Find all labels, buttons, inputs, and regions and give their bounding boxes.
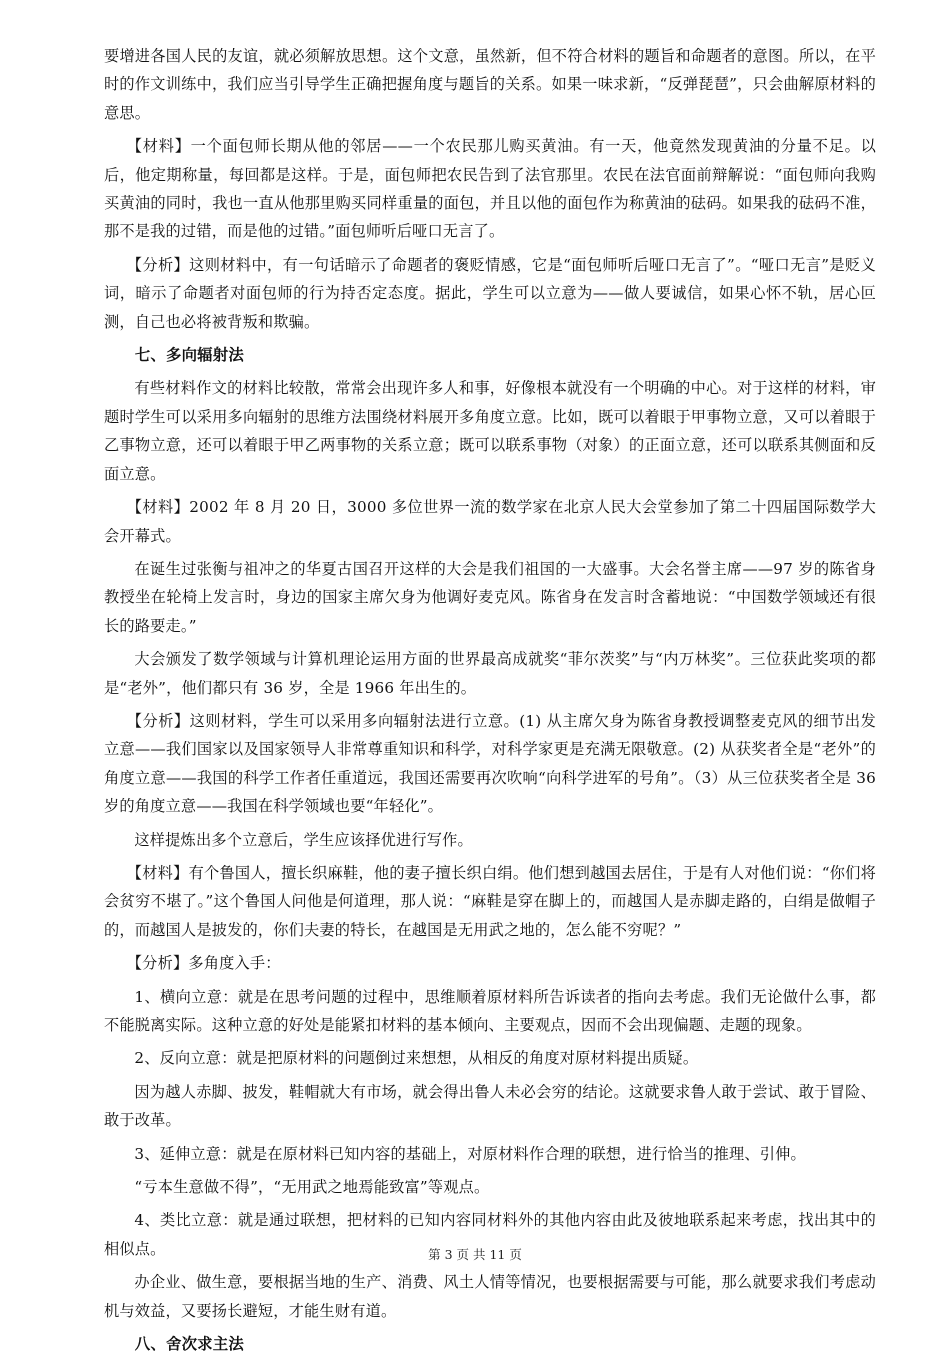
section-heading-8: 八、舍次求主法 [134, 1335, 244, 1354]
material-tag: 【材料】 [126, 498, 190, 517]
paragraph-angle-1: 1、横向立意：就是在思考问题的过程中，思维顺着原材料所告诉读者的指向去考虑。我们无论做什么事，都不能脱离实际。这种立意的好处是能紧扣材料的基本倾向、主要观点，因而不会出现偏题、走题的现象。 [104, 987, 876, 1034]
paragraph-material-baker: 【材料】一个面包师长期从他的邻居——一个农民那儿购买黄油。有一天，他竟然发现黄油的分量不足。以后，他定期称量，每回都是这样。于是，面包师把农民告到了法官那里。农民在法官面前辩解说：“面包师向我购买黄油的同时，我也一直从他那里购买同样重量的面包，并且以他的面包作为称黄油的砝码。如果我的砝码不准，那不是我的过错，而是他的过错。”面包师听后哑口无言了。 [104, 137, 876, 241]
paragraph-math-detail-2: 大会颁发了数学领域与计算机理论运用方面的世界最高成就奖“菲尔茨奖”与“内万林奖”。三位获此奖项的都是“老外”，他们都只有 36 岁，全是 1966 年出生的。 [104, 650, 876, 697]
paragraph-angle-2-detail: 因为越人赤脚、披发，鞋帽就大有市场，就会得出鲁人未必会穷的结论。这就要求鲁人敢于尝试、敢于冒险、敢于改革。 [104, 1082, 876, 1130]
page-number-label: 第 3 页 共 11 页 [428, 1247, 522, 1262]
paragraph-angle-3: 3、延伸立意：就是在原材料已知内容的基础上，对原材料作合理的联想，进行恰当的推理、引伸。 [134, 1144, 806, 1163]
document-body [104, 42, 876, 1363]
material-tag: 【材料】 [126, 137, 191, 156]
paragraph-math-detail-1: 在诞生过张衡与祖冲之的华夏古国召开这样的大会是我们祖国的一大盛事。大会名誉主席——97 岁的陈省身教授坐在轮椅上发言时，身边的国家主席欠身为他调好麦克风。陈省身在发言时含蓄地说：“中国数学领域还有很长的路要走。” [104, 559, 876, 635]
paragraph-analysis-baker: 【分析】这则材料中，有一句话暗示了命题者的褒贬情感，它是“面包师听后哑口无言了”。“哑口无言”是贬义词，暗示了命题者对面包师的行为持否定态度。据此，学生可以立意为——做人要诚信，如果心怀不轨，居心叵测，自己也必将被背叛和欺骗。 [104, 255, 876, 331]
paragraph-material-lu: 【材料】有个鲁国人，擅长织麻鞋，他的妻子擅长织白绢。他们想到越国去居住，于是有人对他们说：“你们将会贫穷不堪了。”这个鲁国人问他是何道理，那人说：“麻鞋是穿在脚上的，而越国人是赤脚走路的，白绢是做帽子的，而越国人是披发的，你们夫妻的特长，在越国是无用武之地的，怎么能不穷呢？” [104, 863, 876, 939]
paragraph-continuation: 要增进各国人民的友谊，就必须解放思想。这个文意，虽然新，但不符合材料的题旨和命题者的意图。所以，在平时的作文训练中，我们应当引导学生正确把握角度与题旨的关系。如果一味求新，“反弹琵琶”，只会曲解原材料的意思。 [104, 47, 876, 122]
paragraph-angle-3-detail: “亏本生意做不得”，“无用武之地焉能致富”等观点。 [134, 1178, 490, 1197]
analysis-tag: 【分析】 [126, 255, 190, 274]
material-tag: 【材料】 [126, 863, 189, 882]
paragraph-material-math: 【材料】2002 年 8 月 20 日，3000 多位世界一流的数学家在北京人民大会堂参加了第二十四届国际数学大会开幕式。 [104, 498, 876, 545]
paragraph-analysis-math: 【分析】这则材料，学生可以采用多向辐射法进行立意。(1) 从主席欠身为陈省身教授调整麦克风的细节出发立意——我们国家以及国家领导人非常尊重知识和科学，对科学家更是充满无限敬意。(2) 从获奖者全是“老外”的角度立意——我国的科学工作者任重道远，我国还需要再次吹响“向科学进军的号角”。（3）从三位获奖者全是 36 岁的角度立意——我国在科学领域也要“年轻化”。 [104, 711, 876, 816]
paragraph-angle-4: 4、类比立意：就是通过联想，把材料的已知内容同材料外的其他内容由此及彼地联系起来考虑，找出其中的相似点。 [104, 1211, 876, 1258]
analysis-tag: 【分析】 [126, 711, 190, 730]
paragraph-angle-2: 2、反向立意：就是把原材料的问题倒过来想想，从相反的角度对原材料提出质疑。 [134, 1049, 699, 1068]
paragraph-method-intro: 有些材料作文的材料比较散，常常会出现许多人和事，好像根本就没有一个明确的中心。对于这样的材料，审题时学生可以采用多向辐射的思维方法围绕材料展开多角度立意。比如，既可以着眼于甲事物立意，又可以着眼于乙事物立意，还可以着眼于甲乙两事物的关系立意；既可以联系事物（对象）的正面立意，还可以联系其侧面和反面立意。 [104, 379, 876, 483]
section-heading-7: 七、多向辐射法 [134, 346, 244, 365]
paragraph-select-best: 这样提炼出多个立意后，学生应该择优进行写作。 [134, 830, 473, 849]
paragraph-angle-4-detail: 办企业、做生意，要根据当地的生产、消费、风土人情等情况，也要根据需要与可能，那么就要求我们考虑动机与效益，又要扬长避短，才能生财有道。 [104, 1273, 876, 1320]
analysis-tag: 【分析】 [126, 954, 189, 973]
page-footer [0, 1245, 950, 1263]
paragraph-analysis-lu: 【分析】多角度入手： [126, 954, 281, 973]
